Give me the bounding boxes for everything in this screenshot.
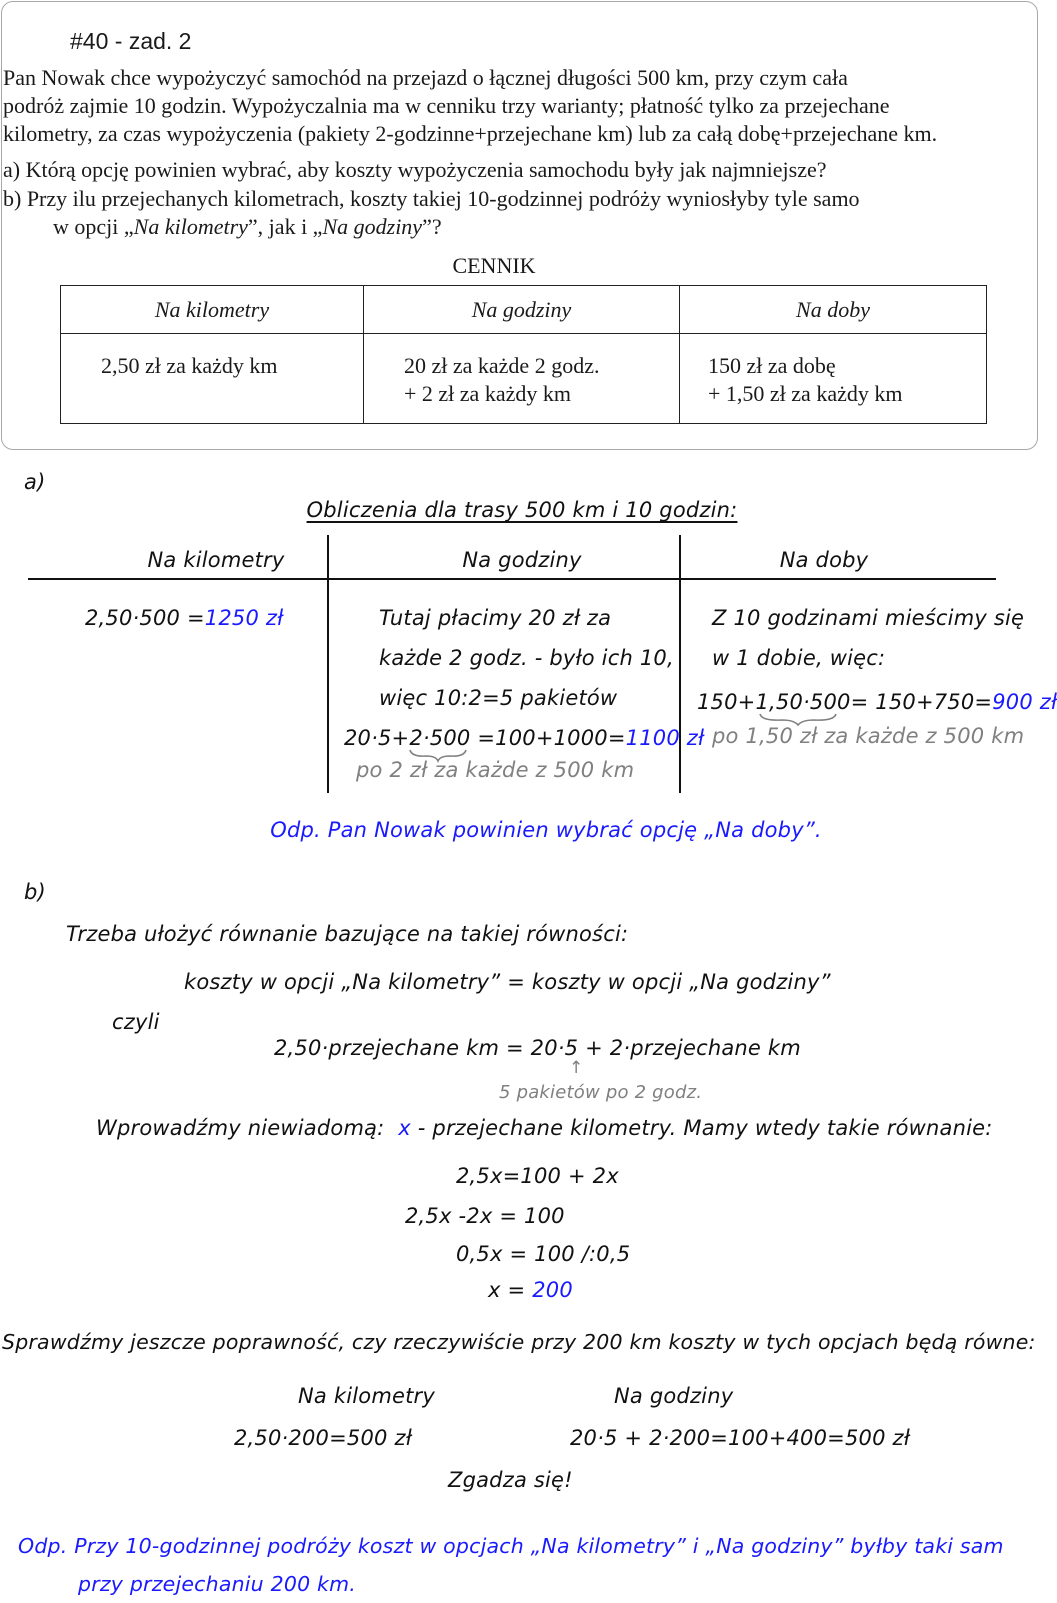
unknown-variable: x (398, 1116, 411, 1140)
task-intro-line-3: kilometry, za czas wypożyczenia (pakiety 2-godzinne+przejechane km) lub za całą dobę+przejechane km. (3, 121, 938, 146)
hours-line-1: Tutaj płacimy 20 zł za (379, 606, 612, 630)
question-b-end: ”? (422, 214, 442, 239)
task-number: #40 - zad. 2 (70, 28, 192, 54)
price-header-hours: Na godziny (364, 286, 680, 334)
answer-a: Odp. Pan Nowak powinien wybrać opcję „Na doby”. (270, 818, 822, 842)
answer-b-line-1: Odp. Przy 10-godzinnej podróży koszt w opcjach „Na kilometry” i „Na godziny” byłby taki sam (18, 1534, 1004, 1558)
unknown-post: - przejechane kilometry. Mamy wtedy takie równanie: (417, 1116, 993, 1140)
unknown-intro (96, 1116, 993, 1140)
equation-step-1: 2,5x=100 + 2x (456, 1164, 619, 1188)
part-b-equality: koszty w opcji „Na kilometry” = koszty w opcji „Na godziny” (184, 970, 831, 994)
price-header-km: Na kilometry (61, 286, 364, 334)
question-b-option-km: Na kilometry (133, 214, 248, 239)
part-a-label: a) (24, 470, 46, 494)
equation-step-3: 0,5x = 100 /:0,5 (456, 1242, 631, 1266)
price-km-text: 2,50 zł za każdy km (101, 353, 278, 378)
price-cell-days (680, 334, 987, 424)
question-b-option-hours: Na godziny (322, 214, 423, 239)
check-header-km: Na kilometry (298, 1384, 436, 1408)
price-cell-hours (364, 334, 680, 424)
price-header-days: Na doby (680, 286, 987, 334)
days-calc-expression: 150+1,50·500= 150+750= (697, 690, 993, 714)
hours-calc-result: 1100 zł (625, 726, 705, 750)
price-hours-line-2: + 2 zł za każdy km (404, 381, 571, 406)
calc-header-rule (28, 578, 996, 580)
price-list-title: CENNIK (452, 253, 536, 278)
check-hours: 20·5 + 2·200=100+400=500 zł (570, 1426, 910, 1450)
days-line-2: w 1 dobie, więc: (712, 646, 886, 670)
calc-divider-2 (679, 535, 681, 793)
check-intro: Sprawdźmy jeszcze poprawność, czy rzeczywiście przy 200 km koszty w tych opcjach będą równe: (2, 1330, 1036, 1354)
km-calculation (85, 606, 283, 630)
hours-calc-expression: 20·5+2·500 =100+1000= (344, 726, 626, 750)
calc-header-days: Na doby (779, 548, 869, 572)
equation-step-2: 2,5x -2x = 100 (405, 1204, 565, 1228)
part-b-czyli: czyli (112, 1010, 160, 1034)
question-b-pre: w opcji „ (53, 214, 134, 239)
hours-line-2: każde 2 godz. - było ich 10, (379, 646, 674, 670)
km-calc-expression: 2,50·500 = (85, 606, 205, 630)
unknown-pre: Wprowadźmy niewiadomą: (96, 1116, 385, 1140)
check-km: 2,50·200=500 zł (234, 1426, 412, 1450)
packets-arrow: ↑ (569, 1058, 584, 1078)
question-a: a) Którą opcję powinien wybrać, aby koszty wypożyczenia samochodu były jak najmniejsze? (3, 157, 827, 182)
calc-divider-1 (327, 535, 329, 793)
calc-header-hours: Na godziny (462, 548, 582, 572)
question-b-line-1: b) Przy ilu przejechanych kilometrach, koszty takiej 10-godzinnej podróży wyniosłyby tyle samo (3, 186, 860, 211)
days-line-1: Z 10 godzinami mieścimy się (712, 606, 1025, 630)
days-calc-result: 900 zł (992, 690, 1057, 714)
solution-pre: x = (488, 1278, 526, 1302)
part-b-word-equation: 2,50·przejechane km = 20·5 + 2·przejechane km (274, 1036, 801, 1060)
question-b-mid: ”, jak i „ (247, 214, 323, 239)
check-ok: Zgadza się! (448, 1468, 573, 1492)
hours-calculation (344, 726, 704, 750)
hours-note: po 2 zł za każde z 500 km (356, 758, 635, 782)
days-note: po 1,50 zł za każde z 500 km (712, 724, 1025, 748)
question-b-line-2 (53, 213, 442, 241)
answer-b-line-2: przy przejechaniu 200 km. (78, 1572, 356, 1596)
part-b-intro: Trzeba ułożyć równanie bazujące na takiej równości: (66, 922, 629, 946)
days-calculation (697, 690, 1057, 714)
price-hours-line-1: 20 zł za każde 2 godz. (404, 353, 600, 378)
price-list-table (60, 285, 987, 424)
check-header-hours: Na godziny (614, 1384, 734, 1408)
price-cell-km (61, 334, 364, 424)
solution-value: 200 (532, 1278, 573, 1302)
hours-line-3: więc 10:2=5 pakietów (379, 686, 618, 710)
part-a-title: Obliczenia dla trasy 500 km i 10 godzin: (306, 498, 738, 522)
calc-header-km: Na kilometry (147, 548, 285, 572)
packets-note: 5 pakietów po 2 godz. (499, 1082, 703, 1103)
km-calc-result: 1250 zł (204, 606, 284, 630)
task-intro-line-2: podróż zajmie 10 godzin. Wypożyczalnia ma w cenniku trzy warianty; płatność tylko za przejechane (3, 93, 890, 118)
equation-solution (488, 1278, 573, 1302)
part-b-label: b) (24, 880, 46, 904)
price-days-line-1: 150 zł za dobę (708, 353, 836, 378)
task-intro-line-1: Pan Nowak chce wypożyczyć samochód na przejazd o łącznej długości 500 km, przy czym cała (3, 65, 848, 90)
price-days-line-2: + 1,50 zł za każdy km (708, 381, 903, 406)
